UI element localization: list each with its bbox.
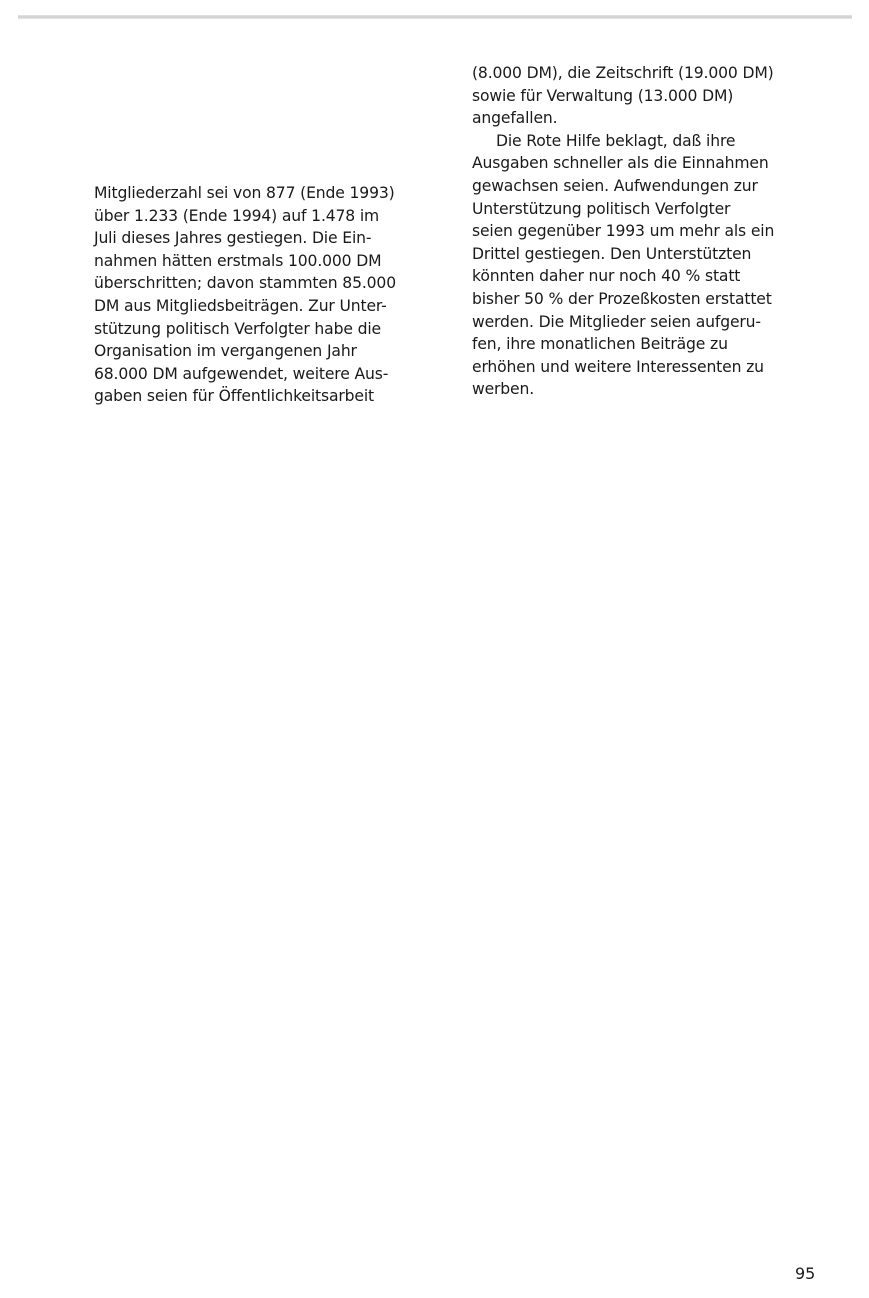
text-line: angefallen. bbox=[472, 109, 558, 128]
text-line: Ausgaben schneller als die Einnahmen bbox=[472, 154, 769, 173]
text-line: erhöhen und weitere Interessenten zu bbox=[472, 357, 764, 376]
text-line: nahmen hätten erstmals 100.000 DM bbox=[94, 251, 382, 270]
text-line: über 1.233 (Ende 1994) auf 1.478 im bbox=[94, 206, 380, 225]
text-line: könnten daher nur noch 40 % statt bbox=[472, 267, 741, 286]
text-line: werden. Die Mitglieder seien aufgeru- bbox=[472, 312, 761, 331]
text-line: DM aus Mitgliedsbeiträgen. Zur Unter- bbox=[94, 296, 387, 315]
text-line: gewachsen seien. Aufwendungen zur bbox=[472, 176, 758, 195]
left-text-column bbox=[94, 182, 396, 408]
text-line: (8.000 DM), die Zeitschrift (19.000 DM) bbox=[472, 64, 774, 82]
text-line: überschritten; davon stammten 85.000 bbox=[94, 274, 396, 293]
text-line: sowie für Verwaltung (13.000 DM) bbox=[472, 86, 734, 105]
text-line: Die Rote Hilfe beklagt, daß ihre bbox=[496, 131, 736, 150]
right-text-column bbox=[472, 62, 774, 401]
text-line: gaben seien für Öffentlichkeitsarbeit bbox=[94, 387, 374, 406]
text-line: Drittel gestiegen. Den Unterstützten bbox=[472, 244, 752, 263]
text-line: fen, ihre monatlichen Beiträge zu bbox=[472, 335, 728, 354]
text-line: seien gegenüber 1993 um mehr als ein bbox=[472, 222, 775, 241]
header-rule bbox=[18, 15, 852, 19]
text-line: werben. bbox=[472, 380, 535, 399]
text-line: bisher 50 % der Prozeßkosten erstattet bbox=[472, 289, 772, 308]
text-line: Unterstützung politisch Verfolgter bbox=[472, 199, 731, 218]
text-line: Organisation im vergangenen Jahr bbox=[94, 342, 357, 361]
text-line: Mitgliederzahl sei von 877 (Ende 1993) bbox=[94, 184, 395, 202]
text-line: 68.000 DM aufgewendet, weitere Aus- bbox=[94, 364, 389, 383]
text-line: stützung politisch Verfolgter habe die bbox=[94, 319, 381, 338]
page-number: 95 bbox=[795, 1264, 816, 1283]
text-line: Juli dieses Jahres gestiegen. Die Ein- bbox=[94, 229, 372, 248]
